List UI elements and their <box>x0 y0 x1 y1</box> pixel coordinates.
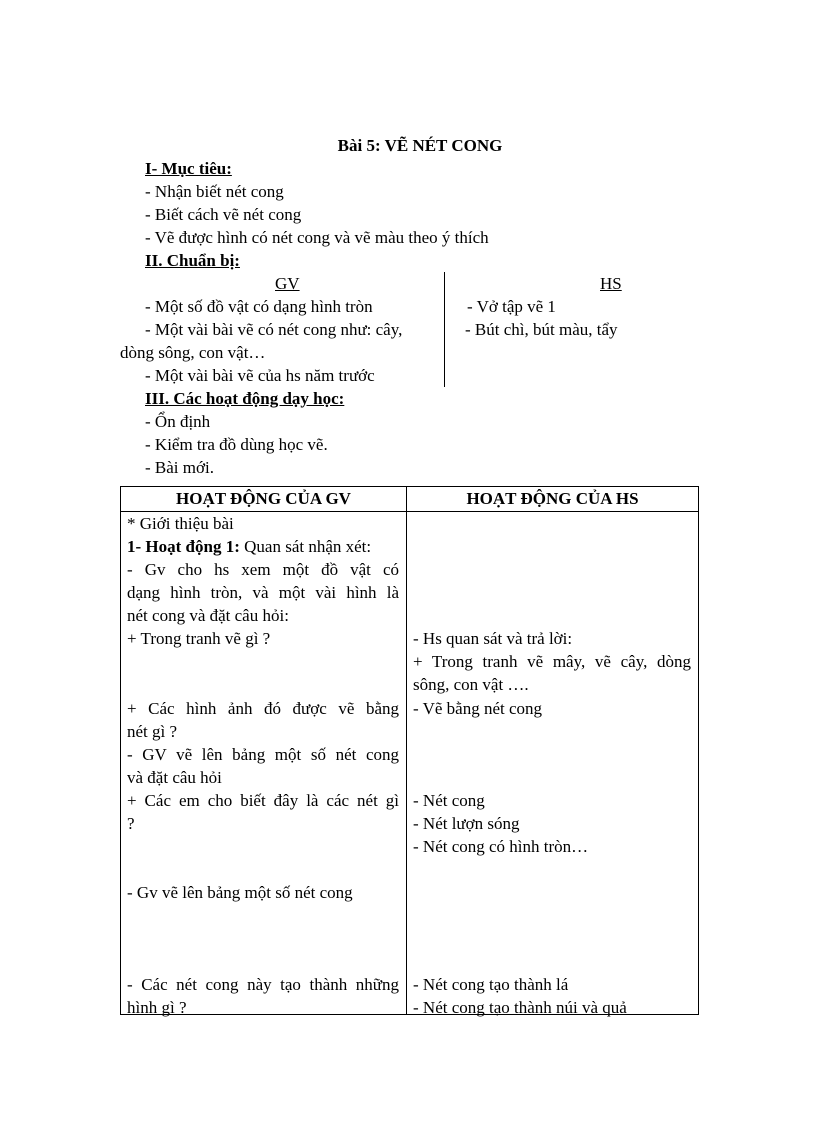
gv-line: nét cong và đặt câu hỏi: <box>127 606 289 625</box>
activity-1-label: 1- Hoạt động 1: <box>127 537 240 556</box>
objective-item: - Biết cách vẽ nét cong <box>145 205 302 224</box>
hs-prep-item: - Bút chì, bút màu, tẩy <box>465 320 618 339</box>
table-row <box>121 512 699 1015</box>
hs-line: + Trong tranh vẽ mây, vẽ cây, dòng <box>413 652 691 671</box>
section-activities-heading: III. Các hoạt động dạy học: <box>145 389 345 408</box>
gv-line: dạng hình tròn, và một vài hình là <box>127 583 399 602</box>
section-objectives-heading: I- Mục tiêu: <box>145 159 232 178</box>
prep-column-divider <box>444 272 445 387</box>
gv-label: GV <box>275 274 300 293</box>
hs-activity-cell <box>407 512 699 1015</box>
gv-line: nét gì ? <box>127 722 178 741</box>
gv-prep-item: - Một số đồ vật có dạng hình tròn <box>145 297 373 316</box>
table-header-hs: HOẠT ĐỘNG CỦA HS <box>407 487 699 512</box>
hs-line: - Vẽ bằng nét cong <box>413 699 543 718</box>
gv-prep-item-cont: dòng sông, con vật… <box>120 343 266 362</box>
activity-table <box>120 486 699 1015</box>
gv-prep-item: - Một vài bài vẽ có nét cong như: cây, <box>145 320 403 339</box>
table-header-gv: HOẠT ĐỘNG CỦA GV <box>121 487 407 512</box>
gv-line: - Các nét cong này tạo thành những <box>127 975 399 994</box>
gv-line: * Giới thiệu bài <box>127 514 234 533</box>
gv-line: Quan sát nhận xét: <box>244 537 372 556</box>
activity-step: - Bài mới. <box>145 458 214 477</box>
hs-line: - Hs quan sát và trả lời: <box>413 629 573 648</box>
gv-line: - Gv cho hs xem một đồ vật có <box>127 560 399 579</box>
gv-line: và đặt câu hỏi <box>127 768 222 787</box>
gv-activity-cell <box>121 512 407 1015</box>
lesson-title: Bài 5: VẼ NÉT CONG <box>337 136 503 155</box>
activity-step: - Ổn định <box>145 412 211 431</box>
gv-line: + Các hình ảnh đó được vẽ bằng <box>127 699 399 718</box>
gv-line: + Các em cho biết đây là các nét gì <box>127 791 399 810</box>
hs-label: HS <box>600 274 622 293</box>
hs-prep-item: - Vở tập vẽ 1 <box>467 297 556 316</box>
objective-item: - Vẽ được hình có nét cong và vẽ màu theo ý thích <box>145 228 489 247</box>
gv-line: - GV vẽ lên bảng một số nét cong <box>127 745 399 764</box>
gv-line: ? <box>127 814 135 833</box>
section-preparation-heading: II. Chuẩn bị: <box>145 251 240 270</box>
objective-item: - Nhận biết nét cong <box>145 182 284 201</box>
table-header-row <box>121 487 699 512</box>
hs-line: - Nét lượn sóng <box>413 814 520 833</box>
hs-line: - Nét cong <box>413 791 485 810</box>
hs-line: - Nét cong có hình tròn… <box>413 837 589 856</box>
gv-line: + Trong tranh vẽ gì ? <box>127 629 271 648</box>
hs-line: - Nét cong tạo thành lá <box>413 975 569 994</box>
gv-line: hình gì ? <box>127 998 187 1017</box>
gv-line: - Gv vẽ lên bảng một số nét cong <box>127 883 353 902</box>
hs-line: - Nét cong tạo thành núi và quả <box>413 998 627 1017</box>
gv-prep-item: - Một vài bài vẽ của hs năm trước <box>145 366 375 385</box>
hs-line: sông, con vật …. <box>413 675 529 694</box>
activity-step: - Kiểm tra đồ dùng học vẽ. <box>145 435 328 454</box>
gv-line-activity <box>127 536 371 558</box>
